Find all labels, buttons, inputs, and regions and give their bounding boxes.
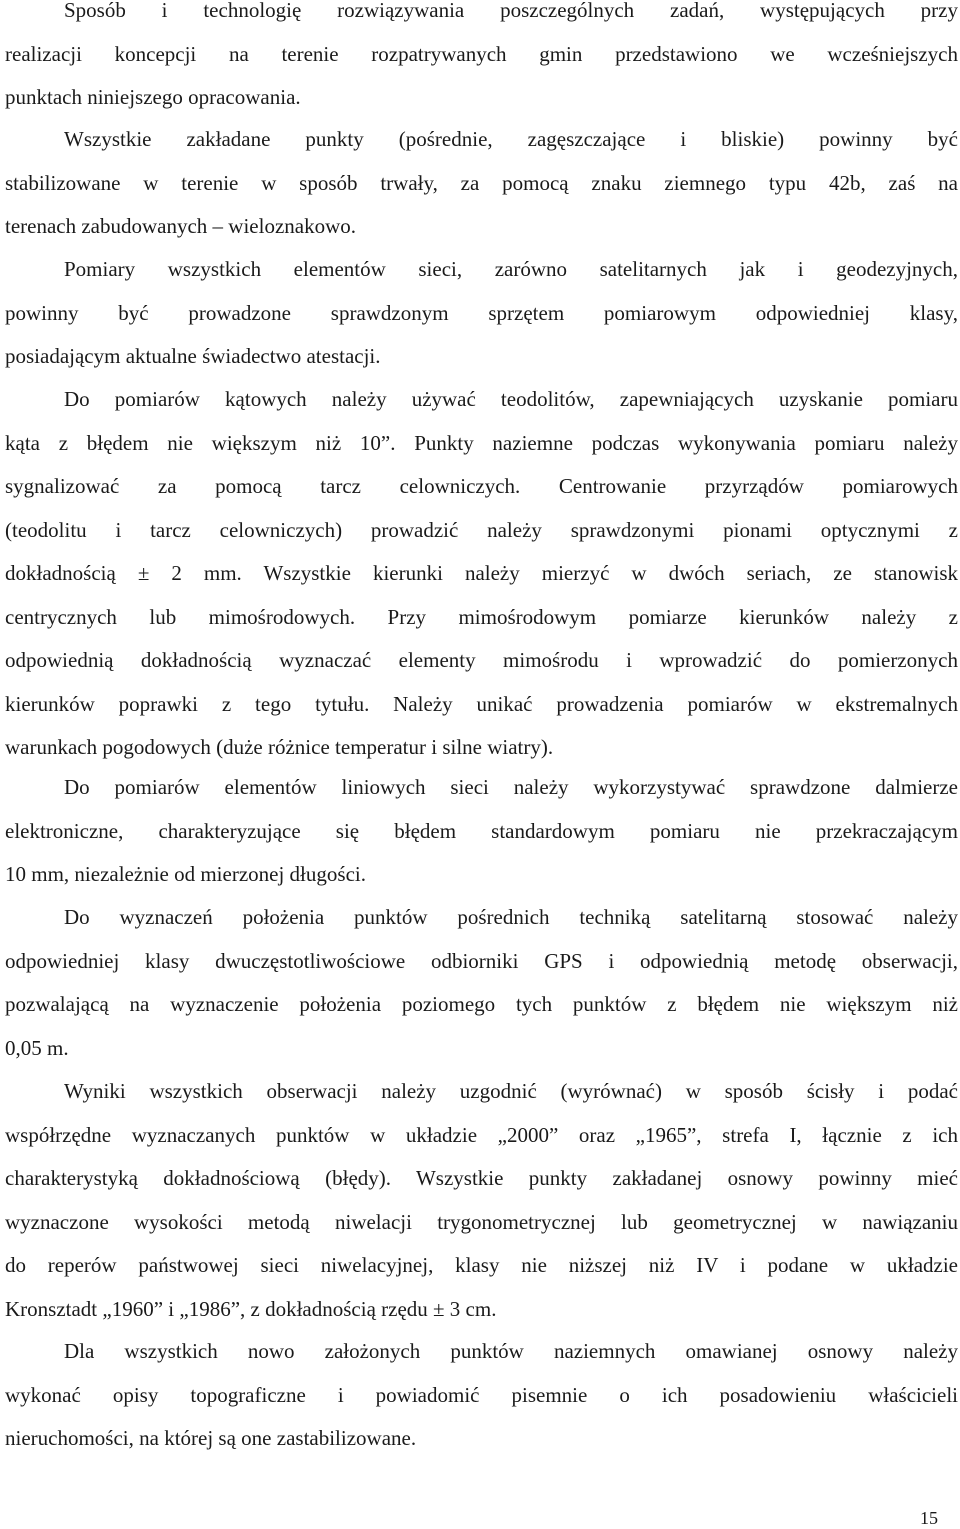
text-line: stabilizowane w terenie w sposób trwały, za pomocą znaku ziemnego typu 42b, zaś na [5, 170, 958, 195]
paragraph [5, 118, 958, 249]
paragraph [5, 896, 958, 1070]
text-line: realizacji koncepcji na terenie rozpatrywanych gmin przedstawiono we wcześniejszych [5, 41, 958, 66]
paragraph [5, 766, 958, 897]
text-line: kierunków poprawki z tego tytułu. Należy unikać prowadzenia pomiarów w ekstremalnych [5, 691, 958, 716]
paragraph [5, 1070, 958, 1331]
text-line: do reperów państwowej sieci niwelacyjnej, klasy nie niższej niż IV i podane w układzie [5, 1253, 958, 1277]
text-line: wyznaczone wysokości metodą niwelacji trygonometrycznej lub geometrycznej w nawiązaniu [5, 1209, 958, 1234]
text-line: nieruchomości, na której są one zastabilizowane. [5, 1426, 417, 1450]
text-line: 10 mm, niezależnie od mierzonej długości. [5, 862, 366, 886]
page-number: 15 [920, 1508, 938, 1528]
text-line: współrzędne wyznaczanych punktów w układzie „2000” oraz „1965”, strefa I, łącznie z ich [5, 1122, 958, 1147]
text-line: punktach niniejszego opracowania. [5, 85, 301, 109]
text-line: sygnalizować za pomocą tarcz celowniczych. Centrowanie przyrządów pomiarowych [5, 474, 958, 498]
text-line: centrycznych lub mimośrodowych. Przy mimośrodowym pomiarze kierunków należy z [5, 604, 958, 629]
text-line: wykonać opisy topograficzne i powiadomić pisemnie o ich posadowieniu właścicieli [5, 1382, 958, 1407]
text-line: charakterystyką dokładnościową (błędy). Wszystkie punkty zakładanej osnowy powinny mieć [5, 1166, 958, 1190]
text-line: warunkach pogodowych (duże różnice temperatur i silne wiatry). [5, 735, 554, 759]
text-line: dokładnością ± 2 mm. Wszystkie kierunki należy mierzyć w dwóch seriach, ze stanowisk [5, 561, 958, 585]
text-line: elektroniczne, charakteryzujące się błędem standardowym pomiaru nie przekraczającym [5, 818, 958, 843]
text-line: Wyniki wszystkich obserwacji należy uzgodnić (wyrównać) w sposób ścisły i podać [64, 1079, 958, 1103]
text-line: pozwalającą na wyznaczenie położenia poziomego tych punktów z błędem nie większym niż [5, 992, 958, 1016]
text-line: odpowiednią dokładnością wyznaczać elementy mimośrodu i wprowadzić do pomierzonych [5, 648, 958, 672]
paragraph [5, 248, 958, 379]
text-line: Pomiary wszystkich elementów sieci, zarówno satelitarnych jak i geodezyjnych, [64, 257, 958, 281]
text-line: Kronsztadt „1960” i „1986”, z dokładnością rzędu ± 3 cm. [5, 1296, 497, 1321]
text-line: Dla wszystkich nowo założonych punktów naziemnych omawianej osnowy należy [64, 1339, 958, 1363]
paragraph [5, 0, 958, 120]
text-line: Do pomiarów elementów liniowych sieci należy wykorzystywać sprawdzone dalmierze [64, 775, 958, 799]
text-line: terenach zabudowanych – wieloznakowo. [5, 214, 357, 238]
text-line: (teodolitu i tarcz celowniczych) prowadzić należy sprawdzonymi pionami optycznymi z [5, 517, 958, 542]
text-line: Do pomiarów kątowych należy używać teodolitów, zapewniających uzyskanie pomiaru [64, 387, 958, 411]
text-line: Sposób i technologię rozwiązywania poszczególnych zadań, występujących przy [64, 0, 958, 22]
text-line: powinny być prowadzone sprawdzonym sprzętem pomiarowym odpowiedniej klasy, [5, 300, 958, 325]
text-line: Do wyznaczeń położenia punktów pośrednich techniką satelitarną stosować należy [64, 905, 958, 929]
paragraph [5, 1330, 958, 1461]
paragraph [5, 378, 958, 770]
text-line: 0,05 m. [5, 1035, 69, 1060]
text-line: kąta z błędem nie większym niż 10”. Punkty naziemne podczas wykonywania pomiaru należy [5, 430, 958, 455]
text-line: odpowiedniej klasy dwuczęstotliwościowe odbiorniki GPS i odpowiednią metodę obserwacji, [5, 948, 958, 973]
text-line: Wszystkie zakładane punkty (pośrednie, zagęszczające i bliskie) powinny być [64, 127, 958, 151]
text-line: posiadającym aktualne świadectwo atestacji. [5, 344, 381, 368]
